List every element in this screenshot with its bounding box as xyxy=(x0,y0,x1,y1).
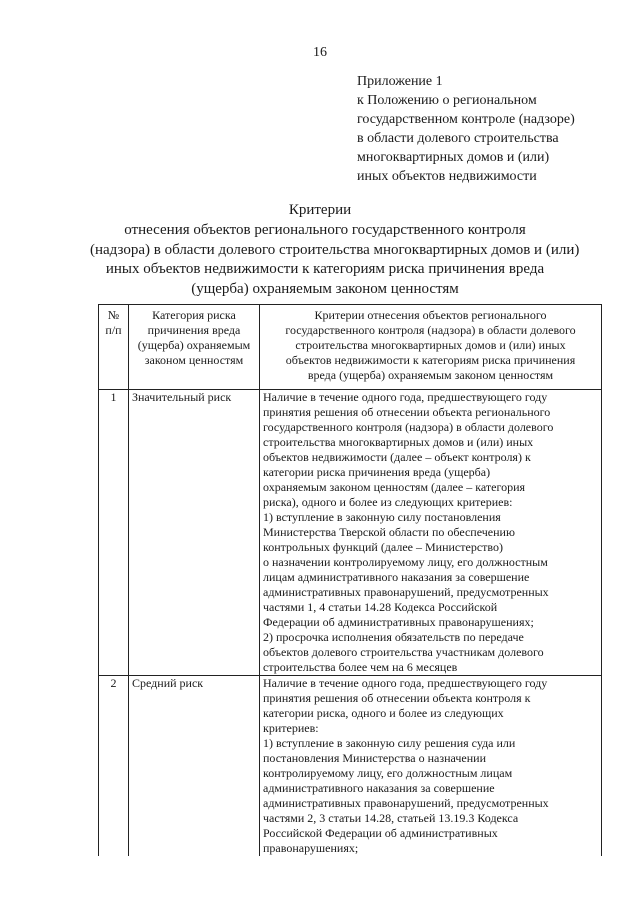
criteria-line: о назначении контролируемому лицу, его должностным xyxy=(263,555,548,569)
criteria-line: объектов недвижимости (далее – объект контроля) к xyxy=(263,450,531,464)
header-category xyxy=(129,305,260,390)
page-number: 16 xyxy=(313,45,327,60)
criteria-line: Российской Федерации об административных xyxy=(263,826,498,840)
criteria-line: принятия решения об отнесении объекта контроля к xyxy=(263,691,531,705)
criteria-line: государственного контроля (надзора) в области долевого xyxy=(263,420,554,434)
criteria-line: Наличие в течение одного года, предшествующего году xyxy=(263,390,548,404)
row-criteria xyxy=(260,390,602,676)
header-line: причинения вреда xyxy=(147,323,241,337)
criteria-line: контрольных функций (далее – Министерство) xyxy=(263,540,503,554)
table-header-row xyxy=(99,305,602,390)
row-number: 1 xyxy=(99,390,129,676)
header-criteria xyxy=(260,305,602,390)
criteria-line: строительства многоквартирных домов и (или) иных xyxy=(263,435,534,449)
criteria-line: Наличие в течение одного года, предшествующего году xyxy=(263,676,548,690)
criteria-line: контролируемому лицу, его должностным лицам xyxy=(263,766,513,780)
criteria-line: риска), одного и более из следующих критериев: xyxy=(263,495,513,509)
criteria-line: категории риска, одного и более из следующих xyxy=(263,706,504,720)
header-line: объектов недвижимости к категориям риска причинения xyxy=(285,353,576,367)
criteria-line: строительства более чем на 6 месяцев xyxy=(263,660,458,674)
appendix-header xyxy=(357,72,575,186)
appendix-line: государственном контроле (надзоре) xyxy=(357,112,575,127)
criteria-line: административного наказания за совершение xyxy=(263,781,495,795)
criteria-line: административных правонарушений, предусмотренных xyxy=(263,585,549,599)
criteria-line: Министерства Тверской области по обеспечению xyxy=(263,525,515,539)
criteria-line: категории риска причинения вреда (ущерба) xyxy=(263,465,491,479)
header-line: законом ценностям xyxy=(144,353,244,367)
header-line: государственного контроля (надзора) в области долевого xyxy=(285,323,576,337)
criteria-line: Федерации об административных правонарушениях; xyxy=(263,615,534,629)
criteria-line: охраняемым законом ценностям (далее – категория xyxy=(263,480,526,494)
criteria-table xyxy=(98,304,602,856)
criteria-line: 2) просрочка исполнения обязательств по передаче xyxy=(263,630,524,644)
document-title: Критерии xyxy=(288,202,352,218)
document-subtitle xyxy=(90,221,580,299)
appendix-line: иных объектов недвижимости xyxy=(357,169,537,184)
header-line: вреда (ущерба) охраняемым законом ценностям xyxy=(307,368,554,382)
subtitle-line: (ущерба) охраняемым законом ценностям xyxy=(191,280,459,297)
header-line: № xyxy=(107,308,120,322)
criteria-line: административных правонарушений, предусмотренных xyxy=(263,796,549,810)
criteria-line: критериев: xyxy=(263,721,319,735)
criteria-line: 1) вступление в законную силу постановления xyxy=(263,510,501,524)
appendix-line: Приложение 1 xyxy=(357,74,443,89)
criteria-line: правонарушениях; xyxy=(263,841,359,855)
header-line: Категория риска xyxy=(152,308,236,322)
table-row xyxy=(99,676,602,857)
criteria-line: частями 2, 3 статьи 14.28, статьей 13.19.3 Кодекса xyxy=(263,811,519,825)
header-line: (ущерба) охраняемым xyxy=(137,338,251,352)
row-criteria xyxy=(260,676,602,857)
criteria-line: лицам административного наказания за совершение xyxy=(263,570,530,584)
header-line: строительства многоквартирных домов и (или) иных xyxy=(295,338,566,352)
header-number xyxy=(99,305,129,390)
row-category: Средний риск xyxy=(129,676,260,857)
appendix-line: к Положению о региональном xyxy=(357,93,537,108)
criteria-line: 1) вступление в законную силу решения суда или xyxy=(263,736,516,750)
subtitle-line: иных объектов недвижимости к категориям риска причинения вреда xyxy=(105,261,545,277)
row-number: 2 xyxy=(99,676,129,857)
criteria-line: постановления Министерства о назначении xyxy=(263,751,486,765)
criteria-line: объектов долевого строительства участникам долевого xyxy=(263,645,544,659)
subtitle-line: (надзора) в области долевого строительства многоквартирных домов и (или) xyxy=(90,241,580,258)
table-row xyxy=(99,390,602,676)
header-line: п/п xyxy=(105,323,122,337)
criteria-line: частями 1, 4 статьи 14.28 Кодекса Российской xyxy=(263,600,498,614)
appendix-line: в области долевого строительства xyxy=(357,131,559,146)
criteria-line: принятия решения об отнесении объекта регионального xyxy=(263,405,551,419)
subtitle-line: отнесения объектов регионального государственного контроля xyxy=(124,222,526,238)
row-category: Значительный риск xyxy=(129,390,260,676)
appendix-line: многоквартирных домов и (или) xyxy=(357,150,550,165)
header-line: Критерии отнесения объектов регионального xyxy=(314,308,547,322)
